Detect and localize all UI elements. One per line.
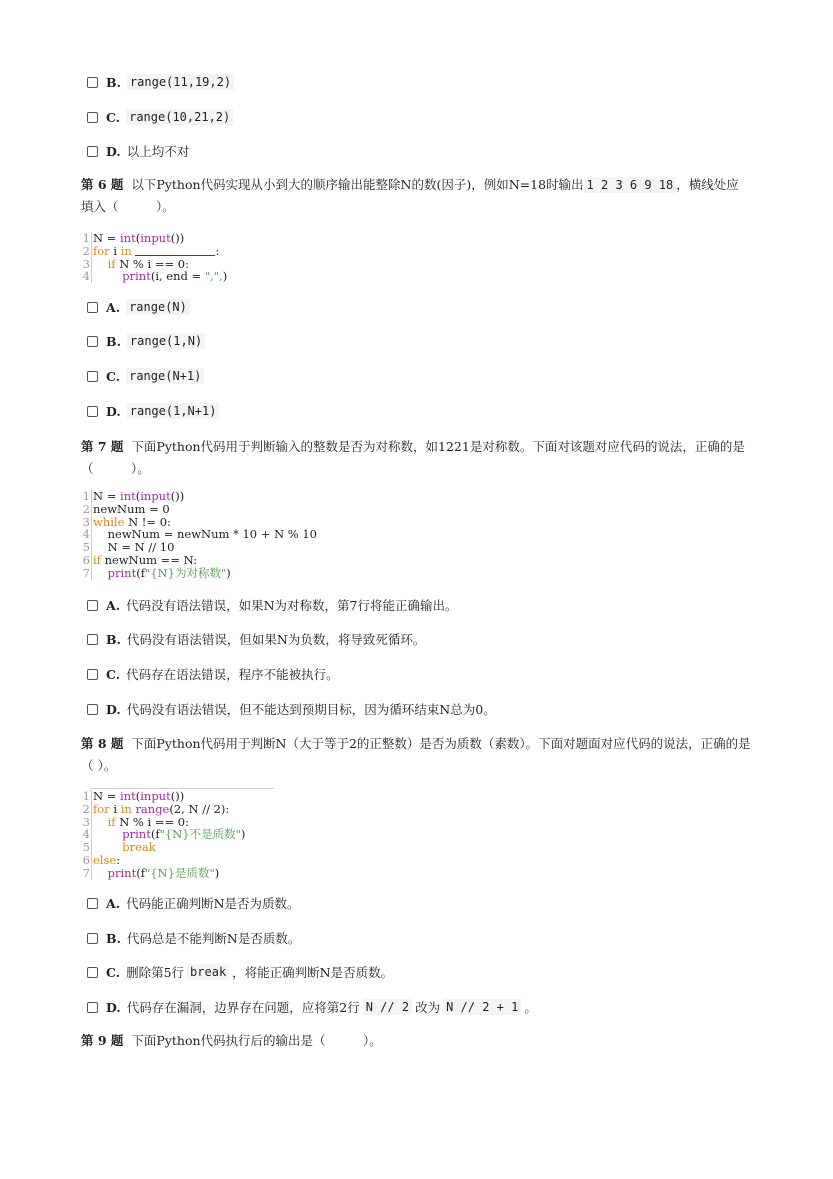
q5-option-c[interactable] xyxy=(87,108,233,126)
option-code: range(11,19,2) xyxy=(127,74,234,90)
option-text: 代码没有语法错误，但如果N为负数，将导致死循环。 xyxy=(126,632,426,647)
checkbox[interactable] xyxy=(87,967,98,978)
option-label: C. xyxy=(106,964,121,980)
checkbox[interactable] xyxy=(87,406,98,417)
option-label: C. xyxy=(106,109,121,125)
checkbox[interactable] xyxy=(87,600,98,611)
code-block-q8: 1 N = int ( input ()) 2 for i in range (2, N // 2): 3 if N % i == 0: 4 print (f "{N}不是质数" ) 5 break 6 else : 7 print (f "{N}是质数" ) xyxy=(82,789,246,880)
q7-option-c[interactable] xyxy=(87,665,339,683)
code-block-q7: 1 N = int ( input ()) 2 newNum = 0 3 while N != 0: 4 newNum = newNum * 10 + N % 10 5 N = N // 10 6 if newNum == N: 7 print (f "{N}为对称数" ) xyxy=(82,489,318,580)
q5-option-b[interactable] xyxy=(87,73,234,91)
checkbox[interactable] xyxy=(87,77,98,88)
option-text: 代码存在漏洞，边界存在问题，应将第2行 xyxy=(126,1000,360,1015)
option-label: A. xyxy=(106,299,121,315)
q6-option-b[interactable] xyxy=(87,332,205,350)
option-label: B. xyxy=(106,333,121,349)
option-code: N // 2 xyxy=(363,999,412,1015)
q6-option-a[interactable] xyxy=(87,298,190,316)
checkbox[interactable] xyxy=(87,371,98,382)
option-label: D. xyxy=(106,403,121,419)
example-output: 1 2 3 6 9 18 xyxy=(584,177,677,193)
option-code: break xyxy=(187,964,229,980)
option-code: range(N) xyxy=(126,299,190,315)
question-number: 第 9 题 xyxy=(81,1033,124,1048)
question-text: 下面Python代码用于判断输入的整数是否为对称数，如1221是对称数。下面对该题对应代码的说法，正确的是（ ）。 xyxy=(81,439,745,476)
option-text: 删除第5行 xyxy=(126,965,185,980)
q8-option-c[interactable] xyxy=(87,963,393,981)
answer-blank xyxy=(135,245,215,256)
q6-option-d[interactable] xyxy=(87,402,219,420)
question-text-tail: ，横线处应填入（ ）。 xyxy=(81,177,739,214)
option-label: C. xyxy=(106,666,121,682)
checkbox[interactable] xyxy=(87,1002,98,1013)
option-text-tail: ，将能正确判断N是否质数。 xyxy=(232,965,394,980)
q7-option-d[interactable] xyxy=(87,700,496,718)
option-label: D. xyxy=(106,701,121,717)
question-9 xyxy=(81,1030,751,1052)
option-text: 代码没有语法错误，如果N为对称数，第7行将能正确输出。 xyxy=(126,598,458,613)
checkbox[interactable] xyxy=(87,898,98,909)
option-text: 代码能正确判断N是否为质数。 xyxy=(126,896,300,911)
option-label: A. xyxy=(106,597,121,613)
question-number: 第 8 题 xyxy=(81,736,124,751)
question-text: 下面Python代码用于判断N（大于等于2的正整数）是否为质数（素数）。下面对题面对应代码的说法，正确的是（ ）。 xyxy=(81,736,751,773)
question-6 xyxy=(81,174,751,218)
question-7 xyxy=(81,436,751,480)
code-block-q6: 1 N = int ( input ()) 2 for i in : 3 if N % i == 0: 4 print (i, end = ",", ) xyxy=(82,231,228,284)
q8-option-b[interactable] xyxy=(87,929,300,947)
option-code: range(N+1) xyxy=(126,368,204,384)
option-code: range(10,21,2) xyxy=(126,109,233,125)
question-text: 以下Python代码实现从小到大的顺序输出能整除N的数(因子)，例如N=18时输出 xyxy=(131,177,584,192)
q6-option-c[interactable] xyxy=(87,367,204,385)
option-text: 代码存在语法错误，程序不能被执行。 xyxy=(126,667,339,682)
checkbox[interactable] xyxy=(87,704,98,715)
checkbox[interactable] xyxy=(87,933,98,944)
question-8 xyxy=(81,733,751,777)
option-code: range(1,N) xyxy=(127,333,205,349)
checkbox[interactable] xyxy=(87,634,98,645)
option-label: B. xyxy=(106,930,121,946)
option-label: C. xyxy=(106,368,121,384)
q8-option-a[interactable] xyxy=(87,894,300,912)
option-label: D. xyxy=(106,999,121,1015)
q8-option-d[interactable] xyxy=(87,998,537,1016)
q5-option-d[interactable] xyxy=(87,142,189,160)
checkbox[interactable] xyxy=(87,336,98,347)
checkbox[interactable] xyxy=(87,669,98,680)
option-code: range(1,N+1) xyxy=(127,403,220,419)
checkbox[interactable] xyxy=(87,146,98,157)
checkbox[interactable] xyxy=(87,112,98,123)
option-label: B. xyxy=(106,74,121,90)
q7-option-a[interactable] xyxy=(87,596,457,614)
option-label: B. xyxy=(106,631,121,647)
option-code-2: N // 2 + 1 xyxy=(443,999,521,1015)
option-text-mid: 改为 xyxy=(415,1000,441,1015)
checkbox[interactable] xyxy=(87,302,98,313)
question-number: 第 7 题 xyxy=(81,439,124,454)
question-number: 第 6 题 xyxy=(81,177,124,192)
option-text: 代码没有语法错误，但不能达到预期目标，因为循环结束N总为0。 xyxy=(126,702,496,717)
option-label: D. xyxy=(106,143,121,159)
q7-option-b[interactable] xyxy=(87,630,425,648)
question-text: 下面Python代码执行后的输出是（ ）。 xyxy=(131,1033,382,1048)
option-text-tail: 。 xyxy=(524,1000,537,1015)
option-label: A. xyxy=(106,895,121,911)
option-text: 以上均不对 xyxy=(126,144,190,159)
option-text: 代码总是不能判断N是否质数。 xyxy=(126,931,301,946)
